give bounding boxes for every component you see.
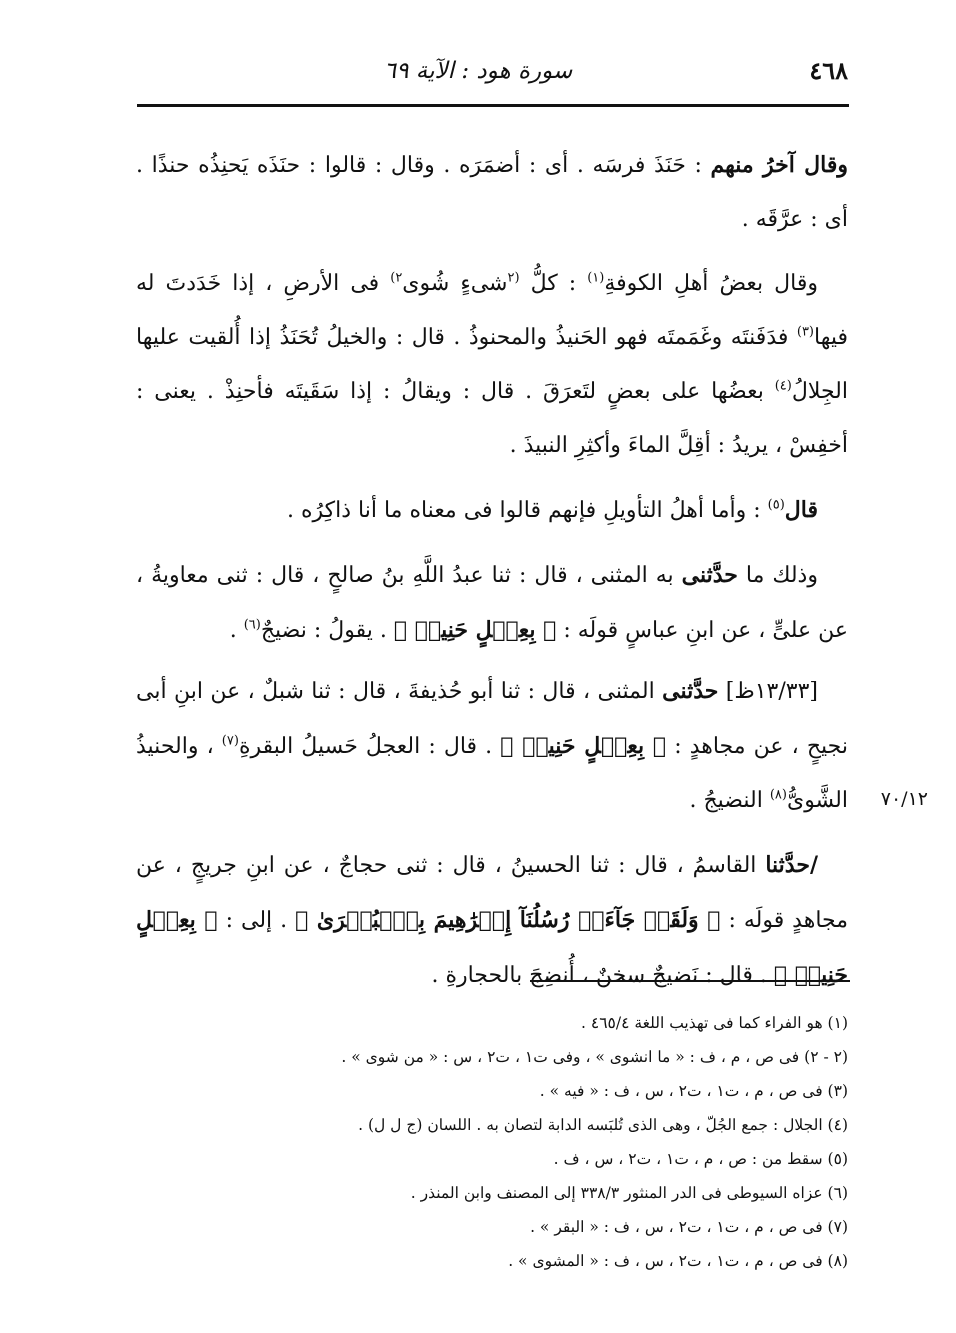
- text-span: شىءٍ شُوى: [402, 271, 508, 296]
- footnote-ref: (٢: [507, 270, 520, 286]
- footnote: (٦) عزاه السيوطى فى الدر المنثور ٣٣٨/٣ إلى المصنف وابن المنذر .: [410, 1184, 848, 1202]
- text-span: بعضُها على بعضٍ لتَعرَقَ . قال : ويقالُ : إذا سَقَيتَه فأحنِذْ . يعنى : أخفِسْ ، يريدُ : أقِلَّ الماءَ وأكثِرِ النبيذَ .: [136, 379, 848, 458]
- text-span: النضيجُ .: [689, 788, 763, 813]
- text-span: . قال : نَضيجٌ سخنٌ ، أُنضِجَ بالحجارةِ .: [431, 963, 767, 988]
- text-span: . قال : العجلُ حَسيلُ البقرةِ: [238, 734, 493, 759]
- footnote: (٢ - ٢) فى ص ، م ، ف : « ما انشوى » ، وفى ت١ ، ت٢ ، س : « من شوى » .: [341, 1048, 848, 1066]
- text-span: القاسمُ ، قال : ثنا الحسينُ ، قال : ثنى حجاجٌ ، عن ابنِ جريجٍ ، عن مجاهدٍ قولَه :: [136, 853, 849, 933]
- footnote-ref: ٢): [390, 270, 403, 286]
- footnote-ref: (٣): [796, 324, 814, 340]
- footnote: (٣) فى ص ، م ، ت١ ، ت٢ ، س ، ف : « فيه » .: [539, 1082, 848, 1100]
- text-span: : كلُّ: [530, 271, 577, 296]
- folio-reference: [١٣/٣٣ظ]: [725, 679, 819, 704]
- paragraph-text: : حَنَذَ فرسَه . أى : أضمَرَه . وقال : قالوا : حنَذَه يَحنِذُه حنذًا . أى : عرَّقَه .: [136, 153, 848, 232]
- footnote: (١) هو الفراء كما فى تهذيب اللغة ٤٦٥/٤ .: [581, 1014, 848, 1032]
- quran-verse: ﴿ بِعِجۡلٍ حَنِيذٖ ﴾: [393, 617, 557, 643]
- footnotes-list: [136, 1006, 848, 1278]
- text-span: وقال بعضُ أهلِ الكوفةِ: [604, 271, 818, 296]
- footnote: (٧) فى ص ، م ، ت١ ، ت٢ ، س ، ف : « البقر » .: [530, 1218, 848, 1236]
- margin-marker: ٧٠/١٢: [880, 788, 928, 810]
- text-span: . إلى :: [225, 908, 288, 933]
- paragraph-2: [136, 257, 848, 473]
- text-span: به المثنى ، قال : ثنا عبدُ اللَّهِ بنُ صالحٍ ، قال : ثنى معاويةُ ، عن علىٍّ ، عن ابنِ عباسٍ قولَه :: [136, 563, 848, 643]
- text-span: فى الأرضِ ، إذا خَدَدتَ له فيها: [136, 271, 848, 350]
- footnote: (٨) فى ص ، م ، ت١ ، ت٢ ، س ، ف : « المشوى » .: [508, 1252, 848, 1270]
- paragraph-5: [136, 664, 848, 828]
- footnote-ref: (٥): [767, 497, 785, 513]
- text-span: وذلك ما: [745, 563, 818, 588]
- page-number: ٤٦٨: [809, 56, 848, 85]
- footnote: (٤) الجلال : جمع الجُلّ ، وهى الذى تُلبَسه الدابة لتصان به . اللسان (ج ل ل) .: [358, 1116, 848, 1134]
- text-span: ، والحنيذُ الشَّوىُّ: [136, 734, 848, 813]
- footnote-ref: (١): [587, 270, 605, 286]
- lead-phrase: /حدَّثنا: [765, 852, 818, 878]
- quran-verse: ﴿ وَلَقَدۡ جَآءَتۡ رُسُلُنَآ إِبۡرَٰهِيمَ بِٱلۡبُشۡرَىٰ ﴾: [295, 907, 721, 933]
- quran-verse: ﴿ بِعِجۡلٍ حَنِيذٖ ﴾: [500, 733, 667, 759]
- footnote-ref: (٤): [774, 378, 792, 394]
- header-rule: [137, 104, 849, 107]
- paragraph-3: [136, 483, 848, 538]
- paragraph-4: [136, 548, 848, 658]
- lead-phrase: حدَّثنى: [662, 678, 719, 704]
- running-title: سورة هود : الآية ٦٩: [383, 58, 573, 84]
- paragraph-text: : وأما أهلُ التأويلِ فإنهم قالوا فى معناه ما أنا ذاكِرُه .: [287, 498, 761, 523]
- text-span: فدَفَنتَه وغَمَمتَه فهو الحَنيذُ والمحنوذُ . قال : والخيلُ تُحَنَذُ إذا أُلقيت عليها الجِلالُ: [136, 325, 848, 404]
- footnote-ref: (٨): [769, 787, 787, 803]
- main-text: [136, 138, 848, 1013]
- quran-verse: ﴿ بِعِجۡلٍ حَنِيذٖ ﴾: [136, 907, 848, 988]
- footnote-rule: [530, 980, 850, 982]
- text-span: المثنى ، قال : ثنا أبو حُذيفةَ ، قال : ثنا شبلٌ ، عن ابنِ أبى نجيحٍ ، عن مجاهدٍ :: [136, 679, 849, 759]
- paragraph-1: [136, 138, 848, 247]
- paragraph-6: [136, 838, 848, 1003]
- footnote-ref: (٧): [221, 733, 239, 749]
- footnote-ref: (٦): [243, 617, 261, 633]
- lead-phrase: وقال آخرُ منهم: [710, 152, 848, 178]
- footnote: (٥) سقط من : ص ، م ، ت١ ، ت٢ ، س ، ف .: [553, 1150, 848, 1168]
- lead-phrase: حدَّثنى: [681, 562, 738, 588]
- text-span: . يقولُ : نضيجٌ: [260, 618, 387, 643]
- text-span: .: [229, 618, 237, 643]
- lead-phrase: قال: [784, 497, 818, 523]
